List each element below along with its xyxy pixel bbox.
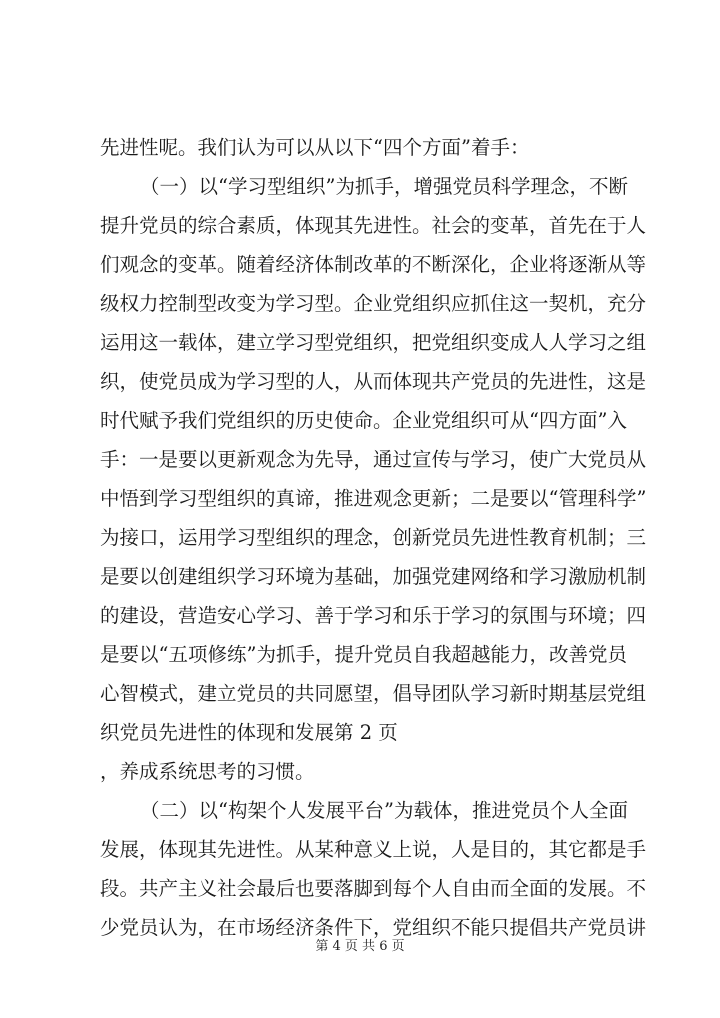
paragraph-line: 中悟到学习型组织的真谛，推进观念更新；二是要以“管理科学” xyxy=(100,487,647,510)
page-footer: 第 4 页 共 6 页 xyxy=(315,939,405,954)
paragraph-line: 先进性呢。我们认为可以从以下“四个方面”着手： xyxy=(100,136,530,159)
paragraph-line: 提升党员的综合素质，体现其先进性。社会的变革，首先在于人 xyxy=(100,214,647,237)
paragraph-line: 织党员先进性的体现和发展第 2 页 xyxy=(100,721,398,744)
paragraph-line: 们观念的变革。随着经济体制改革的不断深化，企业将逐渐从等 xyxy=(100,253,647,276)
paragraph-line: 时代赋予我们党组织的历史使命。企业党组织可从“四方面”入 xyxy=(100,409,627,432)
paragraph-line: 织，使党员成为学习型的人，从而体现共产党员的先进性，这是 xyxy=(100,370,647,393)
paragraph-line: 段。共产主义社会最后也要落脚到每个人自由而全面的发展。不 xyxy=(100,877,647,900)
paragraph-line: （二）以“构架个人发展平台”为载体，推进党员个人全面 xyxy=(140,799,628,822)
paragraph-line: 运用这一载体，建立学习型党组织，把党组织变成人人学习之组 xyxy=(100,331,647,354)
paragraph-line: 级权力控制型改变为学习型。企业党组织应抓住这一契机，充分 xyxy=(100,292,647,315)
paragraph-line: （一）以“学习型组织”为抓手，增强党员科学理念，不断 xyxy=(140,175,628,198)
paragraph-line: 为接口，运用学习型组织的理念，创新党员先进性教育机制；三 xyxy=(100,526,647,549)
paragraph-line: 的建设，营造安心学习、善于学习和乐于学习的氛围与环境；四 xyxy=(100,604,647,627)
paragraph-line: 心智模式，建立党员的共同愿望，倡导团队学习新时期基层党组 xyxy=(100,682,647,705)
paragraph-line: 是要以创建组织学习环境为基础，加强党建网络和学习激励机制 xyxy=(100,565,647,588)
paragraph-line: 发展，体现其先进性。从某种意义上说，人是目的，其它都是手 xyxy=(100,838,647,861)
paragraph-line: 少党员认为，在市场经济条件下，党组织不能只提倡共产党员讲 xyxy=(100,916,647,939)
paragraph-line: 手：一是要以更新观念为先导，通过宣传与学习，使广大党员从 xyxy=(100,448,647,471)
paragraph-line: ，养成系统思考的习惯。 xyxy=(100,760,315,783)
paragraph-line: 是要以“五项修练”为抓手，提升党员自我超越能力，改善党员 xyxy=(100,643,627,666)
